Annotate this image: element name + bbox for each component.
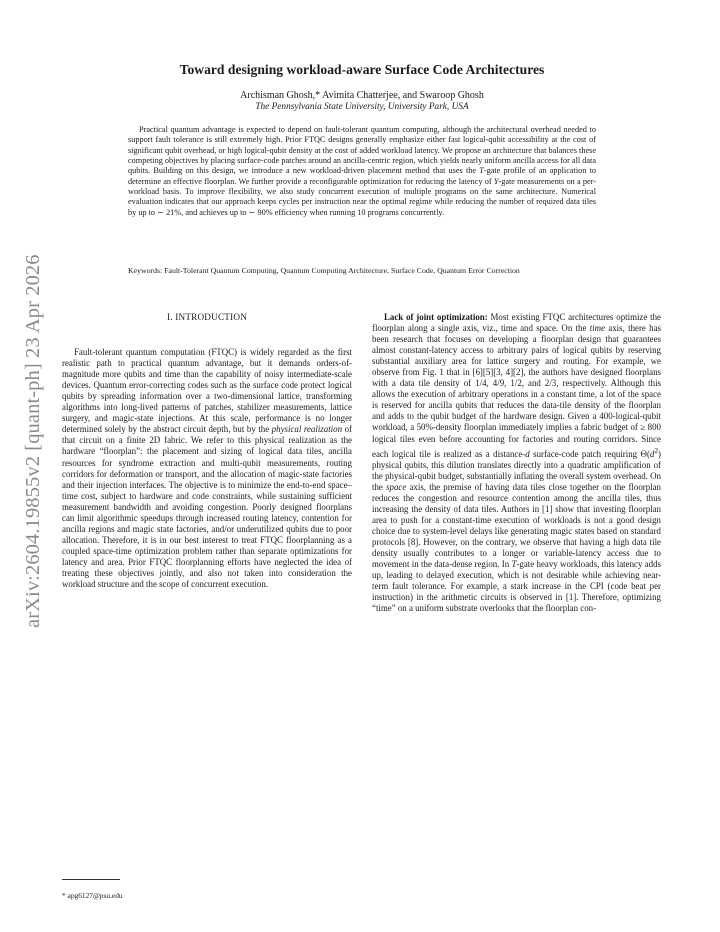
- abstract-y-gate: Y: [493, 176, 499, 186]
- rc-em-d2: d: [649, 448, 655, 459]
- footnote-email: * apg6127@psu.edu: [62, 891, 123, 900]
- author-list: Archisman Ghosh,* Avimita Chatterjee, and Swaroop Ghosh: [240, 90, 484, 101]
- abstract-text-2: -gate profile of an application to determine an effective floorplan. We further provide a reconfigurable optimization for reducing the latency of: [128, 166, 596, 186]
- abstract: [128, 125, 596, 218]
- abstract-text-3: -gate measurements on a per-workload basis. To improve flexibility, we also study concurrent execution of multiple programs on the same architecture. Numerical evaluation indicates that our approach keeps cycles per instruction near the optimal regime while reducing the number of required data tiles by up to ∼ 21%, and achieves up to ∼ 90% efficiency when running 10 programs concurrently.: [128, 176, 596, 217]
- section-heading-introduction: I. INTRODUCTION: [166, 312, 248, 322]
- rc-text-a: Most existing FTQC architectures optimize the floorplan along a single axis, viz., time and space. On the: [372, 312, 661, 334]
- rc-text-d: ) physical qubits, this dilution translates directly into a quadratic amplification of the physical-qubit budget, substantially inflating the overall system overhead. On the: [372, 448, 662, 492]
- intro-text-a: Fault-tolerant quantum computation (FTQC) is widely regarded as the first realistic path to practical quantum advantage, but it demands orders-of-magnitude more qubits and time than the capability of noisy intermediate-scale devices. Quantum error-correcting codes such as the surface code protect logical qubits by spreading information over a two-dimensional lattice, transforming algorithms into long-lived patterns of patches, stabilizer measurements, lattice surgery, and magic-state injections. At this scale, performance is no longer determined solely by the abstract circuit depth, but by the: [62, 347, 352, 435]
- rc-text-b: axis, there has been research that focuses on developing a floorplan design that guarantees almost constant-latency access to arbitrary pairs of logical qubits by reserving substantial auxiliary area for lattice surgery and routing. For example, we observe from Fig. 1 that in [6][5][3, 4][2], the authors have designed floorplans with a data tile density of 1/4, 4/9, 1/2, and 2/3, respectively. Although this allows the execution of arbitrary operations in a constant time, a lot of the space is reserved for ancilla qubits that reduces the data-tile density of the floorplan and adds to the qubit budget of the hardware design. Given a 400-logical-qubit workload, a 50%-density floorplan immediately implies a fabric budget of ≥ 800 logical tiles even before accounting for factories and routing corridors. Since each logical tile is realized as a distance-: [372, 323, 661, 459]
- paragraph-lead-heading: Lack of joint optimization:: [384, 312, 488, 322]
- intro-paragraph-1: [62, 347, 352, 590]
- rc-em-space: space: [386, 481, 407, 492]
- rc-em-d: d: [525, 448, 530, 459]
- left-column: [62, 312, 352, 590]
- rc-em-time: time: [589, 323, 605, 334]
- footnote-rule: [62, 879, 120, 880]
- keywords: Keywords: Fault-Tolerant Quantum Computing, Quantum Computing Architecture, Surface Code, Quantum Error Correction: [128, 266, 520, 275]
- intro-text-b: of that circuit on a finite 2D fabric. We refer to this physical realization as the hardware “floorplan”: the placement and sizing of logical data tiles, ancilla resources for syndrome extraction and multi-qubit measurements, routing corridors for deformation or transport, and the allocation of magic-state factories and their injection interfaces. The objective is to minimize the end-to-end space–time cost, subject to hardware and code constraints, while sustaining sufficient measurement bandwidth and avoiding congestion. Poorly designed floorplans can limit algorithmic speedups through increased routing latency, contention for ancilla regions and magic state factories, and/or underutilized qubits due to poor allocation. Therefore, it is in our best interest to treat FTQC floorplanning as a coupled space-time optimization problem rather than separate optimizations for latency and area. Prior FTQC floorplanning efforts have neglected the idea of treating these objectives jointly, and also not taken into consideration the workload structure and the scope of concurrent execution.: [62, 424, 352, 590]
- author-affiliation: The Pennsylvania State University, University Park, USA: [255, 102, 469, 112]
- paper-title: Toward designing workload-aware Surface Code Architectures: [179, 62, 545, 77]
- rc-text-c: surface-code patch requiring Θ(: [529, 448, 650, 459]
- joint-optimization-paragraph: [372, 312, 661, 614]
- right-column: [372, 312, 661, 614]
- arxiv-stamp-text: arXiv:2604.19855v2 [quant-ph] 23 Apr 2026: [22, 254, 44, 628]
- rc-superscript-2: 2: [654, 445, 659, 455]
- intro-emphasis: physical realization: [271, 424, 343, 435]
- rc-text-e: axis, the premise of having data tiles close together on the floorplan reduces the congestion and resource contention among the ancilla tiles, thus increasing the density of data tiles. Authors in [1] show that investing floorplan area to push for a constant-time execution of workloads is not a good design choice due to system-level delays like generating magic states based on standard protocols [8]. However, on the contrary, we observe that having a high data tile density usually contributes to a longer or variable-latency access due to movement in the data-dense region. In: [372, 481, 661, 569]
- abstract-t-gate: T: [479, 166, 484, 176]
- rc-text-f: -gate heavy workloads, this latency adds up, leading to delayed execution, which is not desirable while achieving near-term fault tolerance. For example, a stark increase in the CPI (code beat per instruction) in the arithmetic circuits is observed in [1]. Therefore, optimizing “time” on a uniform substrate overlooks that the floorplan con-: [372, 559, 661, 614]
- abstract-text-1: Practical quantum advantage is expected to depend on fault-tolerant quantum computing, although the architectural overhead needed to support fault tolerance is still extremely high. Prior FTQC designs generally emphasize either fast logical-qubit accessibility at the cost of significant qubit overhead, or high logical-qubit density at the cost of added workload latency. We propose an architecture that balances these competing objectives by placing surface-code patches around an ancilla-centric region, which yields nearly uniform ancilla access for all data qubits. Building on this design, we introduce a new workload-driven placement method that uses the: [128, 125, 596, 176]
- rc-em-t: T: [511, 559, 517, 569]
